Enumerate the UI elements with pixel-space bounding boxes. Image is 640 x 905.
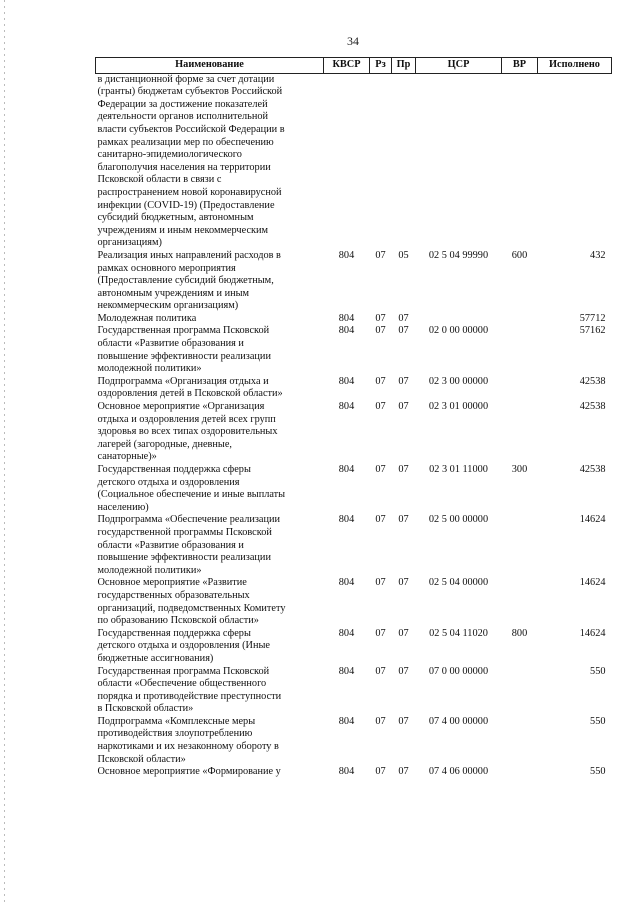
- row-csr-cell: 02 0 00 00000: [428, 325, 489, 337]
- row-name-line: Молодежная политика: [97, 312, 197, 324]
- row-pr-cell: 07: [398, 312, 409, 324]
- row-name-line: области «Развитие образования и: [97, 539, 244, 551]
- row-name-cell: [96, 401, 324, 464]
- row-name-line: населению): [97, 501, 149, 513]
- page-number: 34: [347, 34, 359, 48]
- row-pr-cell: [392, 73, 416, 250]
- row-name-line: субсидий бюджетным, автономным: [97, 212, 254, 224]
- row-done-cell: 14624: [579, 627, 606, 639]
- row-name-line: Подпрограмма «Обеспечение реализации: [97, 514, 281, 526]
- row-kvsr-cell: 804: [338, 715, 355, 727]
- row-rz-cell: 07: [375, 715, 386, 727]
- table-header-row: [96, 58, 612, 74]
- row-name-cell: [96, 464, 324, 514]
- row-kvsr-cell: 804: [338, 464, 355, 475]
- row-done-cell: 42538: [579, 401, 606, 413]
- row-rz-cell: 07: [375, 464, 386, 475]
- row-name-line: санаторные)»: [97, 451, 157, 463]
- row-rz-cell: 07: [375, 375, 386, 387]
- table-row: [96, 250, 612, 313]
- row-csr-cell: 02 5 04 00000: [428, 577, 489, 589]
- row-vr-cell: [502, 766, 538, 779]
- row-done-cell: 42538: [579, 464, 606, 475]
- row-name-line: оздоровления детей в Псковской области»: [97, 388, 283, 400]
- row-vr-cell: 300: [511, 464, 528, 475]
- row-pr-cell: 07: [398, 464, 409, 475]
- row-rz-cell: 07: [375, 577, 386, 589]
- row-done-cell: [538, 73, 612, 250]
- row-done-cell: 57162: [579, 325, 606, 337]
- table-row: [96, 325, 612, 375]
- row-name-cell: [96, 325, 324, 375]
- table-row: [96, 577, 612, 627]
- row-name-line: молодежной политики»: [97, 363, 202, 375]
- row-kvsr-cell: 804: [338, 401, 355, 413]
- table-row: [96, 401, 612, 464]
- header-pr: Пр: [392, 58, 416, 74]
- row-pr-cell: 07: [398, 766, 409, 778]
- row-name-line: области «Обеспечение общественного: [97, 678, 267, 690]
- row-name-line: (Предоставление субсидий бюджетным,: [97, 275, 274, 287]
- row-vr-cell: 600: [511, 249, 528, 261]
- table-row: [96, 464, 612, 514]
- table-row: [96, 73, 612, 250]
- table-row: [96, 716, 612, 766]
- row-name-line: по образованию Псковской области»: [97, 615, 259, 627]
- header-rz: Рз: [370, 58, 392, 74]
- header-kvsr: КВСР: [324, 58, 370, 74]
- row-csr-cell: 02 5 04 99990: [428, 249, 489, 261]
- row-name-line: детского отдыха и оздоровления (Иные: [97, 640, 270, 652]
- row-name-cell: [96, 628, 324, 666]
- table-row: [96, 628, 612, 666]
- header-vr: ВР: [502, 58, 538, 74]
- scan-edge-rule: [4, 0, 5, 905]
- row-name-line: Государственная поддержка сферы: [97, 627, 251, 639]
- row-name-line: отдыха и оздоровления детей всех групп: [97, 413, 276, 425]
- row-rz-cell: 07: [375, 249, 386, 261]
- row-name-cell: [96, 766, 324, 779]
- row-name-line: рамках основного мероприятия: [97, 262, 236, 274]
- budget-execution-table: [95, 57, 612, 779]
- row-kvsr-cell: 804: [338, 375, 355, 387]
- row-kvsr-cell: [324, 73, 370, 250]
- table-row: [96, 514, 612, 577]
- row-name-line: Подпрограмма «Комплексные меры: [97, 715, 256, 727]
- row-done-cell: 14624: [579, 577, 606, 589]
- row-name-line: области «Развитие образования и: [97, 338, 244, 350]
- row-rz-cell: 07: [375, 627, 386, 639]
- row-name-line: в Псковской области»: [97, 703, 194, 715]
- row-name-cell: [96, 250, 324, 313]
- row-csr-cell: 02 3 00 00000: [428, 375, 489, 387]
- row-pr-cell: 07: [398, 665, 409, 677]
- row-pr-cell: 07: [398, 715, 409, 727]
- row-name-line: рамках реализации мер по обеспечению: [97, 136, 274, 148]
- row-name-line: Подпрограмма «Организация отдыха и: [97, 375, 269, 387]
- row-kvsr-cell: 804: [338, 249, 355, 261]
- row-name-cell: [96, 514, 324, 577]
- header-name: Наименование: [96, 58, 324, 74]
- row-name-cell: [96, 666, 324, 716]
- row-name-cell: [96, 376, 324, 401]
- row-pr-cell: 07: [398, 514, 409, 526]
- row-rz-cell: 07: [375, 312, 386, 324]
- row-name-line: Государственная поддержка сферы: [97, 464, 251, 475]
- row-name-line: государственной программы Псковской: [97, 526, 272, 538]
- row-name-line: повышение эффективности реализации: [97, 350, 271, 362]
- header-done: Исполнено: [538, 58, 612, 74]
- row-name-line: Государственная программа Псковской: [97, 665, 270, 677]
- row-name-line: инфекции (COVID-19) (Предоставление: [97, 199, 275, 211]
- row-vr-cell: [502, 376, 538, 401]
- table-row: [96, 766, 612, 779]
- row-name-cell: [96, 577, 324, 627]
- table-row: [96, 666, 612, 716]
- row-done-cell: 550: [590, 715, 606, 727]
- row-name-line: автономным учреждениям и иным: [97, 287, 250, 299]
- row-name-line: Основное мероприятие «Организация: [97, 401, 265, 413]
- row-pr-cell: 05: [398, 249, 409, 261]
- row-name-line: учреждениям и иным некоммерческим: [97, 224, 269, 236]
- row-vr-cell: [502, 325, 538, 375]
- row-name-line: власти субъектов Российской Федерации в: [97, 123, 285, 135]
- row-name-line: распространением новой коронавирусной: [97, 186, 282, 198]
- row-name-line: (гранты) бюджетам субъектов Российской: [97, 86, 283, 98]
- row-name-line: здоровья во всех типах оздоровительных: [97, 426, 278, 438]
- row-vr-cell: [502, 401, 538, 464]
- row-pr-cell: 07: [398, 325, 409, 337]
- row-csr-cell: 07 4 00 00000: [428, 715, 489, 727]
- row-name-line: организаций, подведомственных Комитету: [97, 602, 286, 614]
- row-name-line: молодежной политики»: [97, 564, 202, 576]
- row-kvsr-cell: 804: [338, 325, 355, 337]
- row-csr-cell: [416, 73, 502, 250]
- row-rz-cell: 07: [375, 325, 386, 337]
- row-rz-cell: 07: [375, 766, 386, 778]
- row-name-cell: [96, 73, 324, 250]
- row-name-line: Федерации за достижение показателей: [97, 98, 268, 110]
- row-name-line: детского отдыха и оздоровления: [97, 476, 240, 488]
- row-vr-cell: [502, 73, 538, 250]
- row-kvsr-cell: 804: [338, 627, 355, 639]
- row-name-line: Основное мероприятие «Развитие: [97, 577, 247, 589]
- row-vr-cell: [502, 716, 538, 766]
- row-vr-cell: [502, 666, 538, 716]
- row-name-line: лагерей (загородные, дневные,: [97, 438, 232, 450]
- row-name-line: повышение эффективности реализации: [97, 552, 271, 564]
- row-name-line: противодействия злоупотреблению: [97, 728, 253, 740]
- row-done-cell: 432: [590, 249, 606, 261]
- row-name-cell: [96, 313, 324, 326]
- row-name-line: бюджетные ассигнования): [97, 652, 214, 664]
- row-pr-cell: 07: [398, 577, 409, 589]
- row-done-cell: 550: [590, 665, 606, 677]
- row-rz-cell: 07: [375, 514, 386, 526]
- row-rz-cell: 07: [375, 401, 386, 413]
- row-name-line: организациям): [97, 237, 162, 249]
- table-body: [96, 73, 612, 779]
- row-name-line: (Социальное обеспечение и иные выплаты: [97, 489, 286, 501]
- row-name-line: в дистанционной форме за счет дотации: [97, 73, 275, 85]
- row-kvsr-cell: 804: [338, 312, 355, 324]
- row-name-line: некоммерческим организациям): [97, 300, 239, 312]
- row-name-line: Псковской области в связи с: [97, 174, 222, 186]
- row-kvsr-cell: 804: [338, 766, 355, 778]
- row-done-cell: 42538: [579, 375, 606, 387]
- row-name-line: государственных образовательных: [97, 589, 250, 601]
- row-kvsr-cell: 804: [338, 577, 355, 589]
- row-csr-cell: 02 5 00 00000: [428, 514, 489, 526]
- row-csr-cell: 02 3 01 11000: [429, 464, 488, 475]
- row-pr-cell: 07: [398, 627, 409, 639]
- table-row: [96, 376, 612, 401]
- row-name-line: благополучия населения на территории: [97, 161, 271, 173]
- row-pr-cell: 07: [398, 375, 409, 387]
- row-csr-cell: 02 5 04 11020: [429, 627, 488, 639]
- row-vr-cell: 800: [511, 627, 528, 639]
- row-vr-cell: [502, 577, 538, 627]
- row-done-cell: 14624: [579, 514, 606, 526]
- row-csr-cell: 07 4 06 00000: [428, 766, 489, 778]
- row-name-line: санитарно-эпидемиологического: [97, 149, 242, 161]
- row-rz-cell: [370, 73, 392, 250]
- row-name-line: порядка и противодействие преступности: [97, 690, 282, 702]
- row-pr-cell: 07: [398, 401, 409, 413]
- row-csr-cell: [416, 313, 502, 326]
- row-name-line: Государственная программа Псковской: [97, 325, 270, 337]
- row-name-line: Основное мероприятие «Формирование у: [97, 766, 281, 778]
- row-name-line: Псковской области»: [97, 753, 186, 765]
- row-name-line: деятельности органов исполнительной: [97, 111, 269, 123]
- row-name-line: наркотиками и их незаконному обороту в: [97, 741, 279, 753]
- row-name-cell: [96, 716, 324, 766]
- table-row: [96, 313, 612, 326]
- row-csr-cell: 02 3 01 00000: [428, 401, 489, 413]
- row-name-line: Реализация иных направлений расходов в: [97, 249, 281, 261]
- row-kvsr-cell: 804: [338, 514, 355, 526]
- row-kvsr-cell: 804: [338, 665, 355, 677]
- row-vr-cell: [502, 514, 538, 577]
- row-done-cell: 57712: [579, 312, 606, 324]
- row-rz-cell: 07: [375, 665, 386, 677]
- row-done-cell: 550: [590, 766, 606, 778]
- row-vr-cell: [502, 313, 538, 326]
- header-csr: ЦСР: [416, 58, 502, 74]
- row-csr-cell: 07 0 00 00000: [428, 665, 489, 677]
